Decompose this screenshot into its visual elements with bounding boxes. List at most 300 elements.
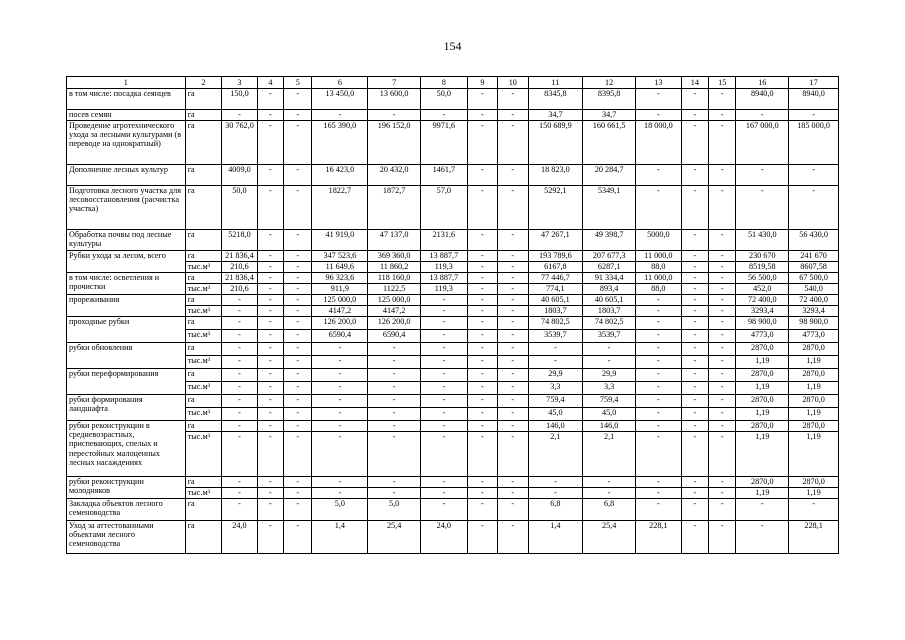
value-cell: 3,3 bbox=[583, 382, 636, 395]
value-cell: - bbox=[709, 343, 736, 356]
value-cell: - bbox=[636, 408, 682, 421]
table-row bbox=[67, 499, 839, 521]
value-cell: - bbox=[284, 262, 312, 273]
value-cell: - bbox=[284, 317, 312, 330]
value-cell: 1122,5 bbox=[368, 284, 421, 295]
unit-cell: тыс.м³ bbox=[185, 432, 222, 477]
value-cell: - bbox=[257, 110, 283, 121]
value-cell: - bbox=[222, 382, 258, 395]
value-cell: - bbox=[498, 395, 528, 408]
value-cell: 50,0 bbox=[421, 89, 468, 110]
value-cell: 49 398,7 bbox=[583, 230, 636, 251]
value-cell: 1822,7 bbox=[312, 186, 368, 230]
table-row bbox=[67, 121, 839, 165]
value-cell: - bbox=[709, 284, 736, 295]
value-cell: - bbox=[681, 369, 708, 382]
value-cell: - bbox=[284, 284, 312, 295]
value-cell: - bbox=[284, 382, 312, 395]
column-number-header: 11 bbox=[528, 77, 583, 89]
value-cell: 540,0 bbox=[789, 284, 839, 295]
value-cell: - bbox=[257, 382, 283, 395]
value-cell: 45,0 bbox=[583, 408, 636, 421]
value-cell: 193 789,6 bbox=[528, 251, 583, 262]
value-cell: - bbox=[498, 421, 528, 432]
value-cell: 146,0 bbox=[583, 421, 636, 432]
value-cell: - bbox=[709, 230, 736, 251]
value-cell: - bbox=[681, 186, 708, 230]
value-cell: 72 400,0 bbox=[736, 295, 789, 306]
value-cell: - bbox=[467, 408, 497, 421]
value-cell: 1,19 bbox=[736, 432, 789, 477]
value-cell: 228,1 bbox=[636, 521, 682, 554]
value-cell: - bbox=[312, 408, 368, 421]
value-cell: 759,4 bbox=[528, 395, 583, 408]
value-cell: - bbox=[284, 165, 312, 186]
table-row bbox=[67, 89, 839, 110]
unit-cell: тыс.м³ bbox=[185, 330, 222, 343]
value-cell: - bbox=[284, 488, 312, 499]
column-number-header: 10 bbox=[498, 77, 528, 89]
value-cell: - bbox=[709, 262, 736, 273]
value-cell: - bbox=[709, 186, 736, 230]
value-cell: - bbox=[681, 356, 708, 369]
value-cell: 2,1 bbox=[528, 432, 583, 477]
value-cell: - bbox=[498, 186, 528, 230]
value-cell: - bbox=[284, 251, 312, 262]
value-cell: 1,4 bbox=[528, 521, 583, 554]
value-cell: - bbox=[421, 306, 468, 317]
row-label: Проведение агротехнического ухода за лесными культурами (в переводе на однократный) bbox=[67, 121, 186, 165]
value-cell: 98 900,0 bbox=[789, 317, 839, 330]
value-cell: - bbox=[257, 186, 283, 230]
value-cell: - bbox=[368, 356, 421, 369]
value-cell: 452,0 bbox=[736, 284, 789, 295]
value-cell: - bbox=[498, 521, 528, 554]
value-cell: - bbox=[312, 369, 368, 382]
value-cell: 30 762,0 bbox=[222, 121, 258, 165]
value-cell: - bbox=[257, 421, 283, 432]
value-cell: - bbox=[257, 317, 283, 330]
column-number-header: 14 bbox=[681, 77, 708, 89]
value-cell: 207 677,3 bbox=[583, 251, 636, 262]
value-cell: 91 334,4 bbox=[583, 273, 636, 284]
value-cell: 5292,1 bbox=[528, 186, 583, 230]
row-label: рубки реконструкции молодняков bbox=[67, 477, 186, 499]
value-cell: - bbox=[681, 317, 708, 330]
value-cell: 40 605,1 bbox=[583, 295, 636, 306]
value-cell: 11 649,6 bbox=[312, 262, 368, 273]
value-cell: - bbox=[736, 165, 789, 186]
value-cell: 160 661,5 bbox=[583, 121, 636, 165]
value-cell: - bbox=[709, 121, 736, 165]
value-cell: - bbox=[681, 499, 708, 521]
value-cell: - bbox=[467, 306, 497, 317]
value-cell: 13 887,7 bbox=[421, 251, 468, 262]
value-cell: - bbox=[709, 356, 736, 369]
value-cell: - bbox=[498, 382, 528, 395]
value-cell: 16 423,0 bbox=[312, 165, 368, 186]
value-cell: - bbox=[498, 121, 528, 165]
value-cell: 41 919,0 bbox=[312, 230, 368, 251]
value-cell: - bbox=[222, 408, 258, 421]
value-cell: - bbox=[636, 477, 682, 488]
value-cell: - bbox=[636, 306, 682, 317]
value-cell: 1,19 bbox=[789, 382, 839, 395]
value-cell: - bbox=[467, 165, 497, 186]
value-cell: 119,3 bbox=[421, 262, 468, 273]
value-cell: - bbox=[368, 421, 421, 432]
value-cell: 893,4 bbox=[583, 284, 636, 295]
value-cell: - bbox=[421, 395, 468, 408]
value-cell: - bbox=[636, 356, 682, 369]
value-cell: - bbox=[681, 306, 708, 317]
value-cell: - bbox=[498, 165, 528, 186]
value-cell: 3293,4 bbox=[789, 306, 839, 317]
value-cell: 230 670 bbox=[736, 251, 789, 262]
column-number-header: 15 bbox=[709, 77, 736, 89]
value-cell: - bbox=[709, 432, 736, 477]
value-cell: - bbox=[312, 477, 368, 488]
value-cell: 165 390,0 bbox=[312, 121, 368, 165]
value-cell: - bbox=[284, 343, 312, 356]
value-cell: - bbox=[421, 382, 468, 395]
value-cell: 18 823,0 bbox=[528, 165, 583, 186]
value-cell: 210,6 bbox=[222, 262, 258, 273]
value-cell: - bbox=[368, 110, 421, 121]
unit-cell: тыс.м³ bbox=[185, 382, 222, 395]
value-cell: - bbox=[312, 432, 368, 477]
value-cell: - bbox=[312, 356, 368, 369]
value-cell: - bbox=[421, 317, 468, 330]
value-cell: - bbox=[257, 273, 283, 284]
value-cell: - bbox=[222, 395, 258, 408]
value-cell: - bbox=[498, 369, 528, 382]
row-label: рубки реконструкции в средневозрастных, приспевающих, спелых и перестойных малоценных лесных насаждениях bbox=[67, 421, 186, 477]
value-cell: 47 267,1 bbox=[528, 230, 583, 251]
value-cell: 25,4 bbox=[583, 521, 636, 554]
value-cell: - bbox=[284, 121, 312, 165]
value-cell: 1,19 bbox=[736, 356, 789, 369]
value-cell: - bbox=[222, 356, 258, 369]
value-cell: 5,0 bbox=[368, 499, 421, 521]
value-cell: 2,1 bbox=[583, 432, 636, 477]
column-number-header: 8 bbox=[421, 77, 468, 89]
value-cell: - bbox=[222, 343, 258, 356]
table-row bbox=[67, 343, 839, 356]
column-number-header: 2 bbox=[185, 77, 222, 89]
value-cell: 25,4 bbox=[368, 521, 421, 554]
value-cell: - bbox=[636, 432, 682, 477]
value-cell: - bbox=[681, 488, 708, 499]
column-number-row bbox=[67, 77, 839, 89]
value-cell: 6,8 bbox=[583, 499, 636, 521]
unit-cell: тыс.м³ bbox=[185, 488, 222, 499]
value-cell: 347 523,6 bbox=[312, 251, 368, 262]
unit-cell: га bbox=[185, 295, 222, 306]
value-cell: - bbox=[636, 421, 682, 432]
table-row bbox=[67, 186, 839, 230]
value-cell: - bbox=[709, 330, 736, 343]
value-cell: 98 900,0 bbox=[736, 317, 789, 330]
value-cell: 8395,8 bbox=[583, 89, 636, 110]
value-cell: - bbox=[636, 488, 682, 499]
value-cell: - bbox=[498, 306, 528, 317]
value-cell: 1,19 bbox=[789, 408, 839, 421]
value-cell: - bbox=[467, 488, 497, 499]
value-cell: - bbox=[222, 110, 258, 121]
value-cell: 2870,0 bbox=[789, 343, 839, 356]
value-cell: 2870,0 bbox=[736, 369, 789, 382]
value-cell: 88,0 bbox=[636, 284, 682, 295]
column-number-header: 4 bbox=[257, 77, 283, 89]
value-cell: - bbox=[222, 499, 258, 521]
value-cell: - bbox=[222, 369, 258, 382]
row-label: проходные рубки bbox=[67, 317, 186, 343]
value-cell: - bbox=[709, 369, 736, 382]
value-cell: - bbox=[421, 432, 468, 477]
value-cell: - bbox=[681, 395, 708, 408]
value-cell: 2870,0 bbox=[789, 395, 839, 408]
value-cell: - bbox=[284, 89, 312, 110]
value-cell: 150 689,9 bbox=[528, 121, 583, 165]
unit-cell: тыс.м³ bbox=[185, 262, 222, 273]
table-header-row-group bbox=[67, 77, 839, 89]
value-cell: 13 887,7 bbox=[421, 273, 468, 284]
value-cell: 185 000,0 bbox=[789, 121, 839, 165]
column-number-header: 7 bbox=[368, 77, 421, 89]
value-cell: 2870,0 bbox=[736, 421, 789, 432]
unit-cell: га bbox=[185, 317, 222, 330]
value-cell: - bbox=[467, 284, 497, 295]
value-cell: - bbox=[709, 273, 736, 284]
value-cell: 56 500,0 bbox=[736, 273, 789, 284]
value-cell: 74 802,5 bbox=[528, 317, 583, 330]
value-cell: 3,3 bbox=[528, 382, 583, 395]
row-label: Рубки ухода за лесом, всего bbox=[67, 251, 186, 273]
value-cell: - bbox=[709, 477, 736, 488]
value-cell: - bbox=[467, 343, 497, 356]
value-cell: - bbox=[709, 382, 736, 395]
value-cell: 4147,2 bbox=[368, 306, 421, 317]
value-cell: 45,0 bbox=[528, 408, 583, 421]
value-cell: - bbox=[498, 317, 528, 330]
value-cell: 241 670 bbox=[789, 251, 839, 262]
value-cell: - bbox=[257, 343, 283, 356]
value-cell: - bbox=[528, 356, 583, 369]
value-cell: - bbox=[467, 317, 497, 330]
value-cell: 24,0 bbox=[222, 521, 258, 554]
value-cell: - bbox=[736, 521, 789, 554]
value-cell: - bbox=[421, 408, 468, 421]
value-cell: - bbox=[467, 499, 497, 521]
value-cell: - bbox=[222, 421, 258, 432]
unit-cell: га bbox=[185, 369, 222, 382]
value-cell: - bbox=[284, 521, 312, 554]
value-cell: - bbox=[528, 343, 583, 356]
value-cell: - bbox=[636, 295, 682, 306]
value-cell: 8940,0 bbox=[789, 89, 839, 110]
value-cell: - bbox=[257, 488, 283, 499]
value-cell: - bbox=[498, 262, 528, 273]
value-cell: - bbox=[681, 477, 708, 488]
value-cell: 96 323,6 bbox=[312, 273, 368, 284]
value-cell: 72 400,0 bbox=[789, 295, 839, 306]
value-cell: 2131,6 bbox=[421, 230, 468, 251]
value-cell: - bbox=[284, 369, 312, 382]
value-cell: 4773,0 bbox=[789, 330, 839, 343]
value-cell: - bbox=[312, 488, 368, 499]
unit-cell: га bbox=[185, 499, 222, 521]
value-cell: - bbox=[498, 343, 528, 356]
value-cell: 47 137,0 bbox=[368, 230, 421, 251]
value-cell: - bbox=[312, 421, 368, 432]
value-cell: - bbox=[709, 295, 736, 306]
value-cell: - bbox=[257, 369, 283, 382]
value-cell: - bbox=[222, 295, 258, 306]
value-cell: 13 450,0 bbox=[312, 89, 368, 110]
row-label: в том числе: посадка сеянцев bbox=[67, 89, 186, 110]
value-cell: 228,1 bbox=[789, 521, 839, 554]
value-cell: 150,0 bbox=[222, 89, 258, 110]
value-cell: - bbox=[636, 499, 682, 521]
value-cell: 125 000,0 bbox=[312, 295, 368, 306]
value-cell: - bbox=[284, 356, 312, 369]
value-cell: - bbox=[709, 317, 736, 330]
value-cell: 125 000,0 bbox=[368, 295, 421, 306]
table-row bbox=[67, 273, 839, 284]
row-label: рубки переформирования bbox=[67, 369, 186, 395]
value-cell: - bbox=[467, 262, 497, 273]
value-cell: - bbox=[284, 273, 312, 284]
value-cell: - bbox=[284, 477, 312, 488]
row-label: рубки обновления bbox=[67, 343, 186, 369]
column-number-header: 3 bbox=[222, 77, 258, 89]
column-number-header: 17 bbox=[789, 77, 839, 89]
value-cell: - bbox=[636, 382, 682, 395]
value-cell: - bbox=[284, 110, 312, 121]
value-cell: 67 500,0 bbox=[789, 273, 839, 284]
value-cell: 126 200,0 bbox=[312, 317, 368, 330]
unit-cell: га bbox=[185, 186, 222, 230]
value-cell: - bbox=[222, 477, 258, 488]
value-cell: - bbox=[467, 186, 497, 230]
value-cell: - bbox=[421, 477, 468, 488]
value-cell: - bbox=[421, 369, 468, 382]
value-cell: - bbox=[368, 408, 421, 421]
value-cell: - bbox=[257, 165, 283, 186]
row-label: рубки формирования ландшафта bbox=[67, 395, 186, 421]
value-cell: 3539,7 bbox=[583, 330, 636, 343]
value-cell: 6590,4 bbox=[368, 330, 421, 343]
value-cell: 8607,58 bbox=[789, 262, 839, 273]
value-cell: 911,9 bbox=[312, 284, 368, 295]
value-cell: - bbox=[736, 499, 789, 521]
value-cell: - bbox=[709, 488, 736, 499]
value-cell: - bbox=[421, 356, 468, 369]
value-cell: 1872,7 bbox=[368, 186, 421, 230]
value-cell: 2870,0 bbox=[789, 477, 839, 488]
value-cell: 119,3 bbox=[421, 284, 468, 295]
table-row bbox=[67, 369, 839, 382]
value-cell: 759,4 bbox=[583, 395, 636, 408]
value-cell: 21 836,4 bbox=[222, 273, 258, 284]
value-cell: 9971,6 bbox=[421, 121, 468, 165]
value-cell: 1461,7 bbox=[421, 165, 468, 186]
value-cell: - bbox=[312, 343, 368, 356]
value-cell: - bbox=[583, 488, 636, 499]
value-cell: - bbox=[498, 251, 528, 262]
value-cell: 50,0 bbox=[222, 186, 258, 230]
value-cell: - bbox=[636, 317, 682, 330]
value-cell: - bbox=[284, 230, 312, 251]
value-cell: 1,19 bbox=[736, 408, 789, 421]
value-cell: 88,0 bbox=[636, 262, 682, 273]
value-cell: - bbox=[709, 408, 736, 421]
value-cell: 13 600,0 bbox=[368, 89, 421, 110]
value-cell: 5,0 bbox=[312, 499, 368, 521]
value-cell: - bbox=[498, 110, 528, 121]
unit-cell: га bbox=[185, 110, 222, 121]
value-cell: - bbox=[368, 477, 421, 488]
value-cell: 29,9 bbox=[528, 369, 583, 382]
table-body bbox=[67, 89, 839, 554]
value-cell: - bbox=[498, 89, 528, 110]
value-cell: - bbox=[467, 110, 497, 121]
table-row bbox=[67, 421, 839, 432]
value-cell: - bbox=[528, 477, 583, 488]
value-cell: - bbox=[284, 395, 312, 408]
value-cell: - bbox=[681, 408, 708, 421]
value-cell: - bbox=[583, 477, 636, 488]
value-cell: - bbox=[681, 230, 708, 251]
value-cell: 2870,0 bbox=[736, 343, 789, 356]
value-cell: - bbox=[583, 356, 636, 369]
value-cell: - bbox=[257, 251, 283, 262]
value-cell: - bbox=[467, 421, 497, 432]
value-cell: - bbox=[709, 110, 736, 121]
value-cell: - bbox=[467, 295, 497, 306]
value-cell: 29,9 bbox=[583, 369, 636, 382]
value-cell: - bbox=[284, 295, 312, 306]
unit-cell: тыс.м³ bbox=[185, 284, 222, 295]
forestry-table bbox=[66, 76, 839, 554]
value-cell: - bbox=[498, 432, 528, 477]
value-cell: 4773,0 bbox=[736, 330, 789, 343]
value-cell: - bbox=[681, 521, 708, 554]
value-cell: - bbox=[681, 251, 708, 262]
row-label: в том числе: осветления и прочистки bbox=[67, 273, 186, 295]
unit-cell: га bbox=[185, 121, 222, 165]
value-cell: 11 000,0 bbox=[636, 273, 682, 284]
value-cell: - bbox=[467, 477, 497, 488]
value-cell: 1,19 bbox=[789, 432, 839, 477]
value-cell: 196 152,0 bbox=[368, 121, 421, 165]
value-cell: - bbox=[498, 284, 528, 295]
value-cell: - bbox=[421, 488, 468, 499]
value-cell: - bbox=[498, 230, 528, 251]
value-cell: - bbox=[636, 369, 682, 382]
value-cell: - bbox=[421, 421, 468, 432]
value-cell: - bbox=[467, 89, 497, 110]
value-cell: - bbox=[709, 499, 736, 521]
value-cell: - bbox=[368, 488, 421, 499]
value-cell: - bbox=[467, 230, 497, 251]
value-cell: 6167,8 bbox=[528, 262, 583, 273]
value-cell: - bbox=[368, 343, 421, 356]
value-cell: - bbox=[583, 343, 636, 356]
value-cell: 6590,4 bbox=[312, 330, 368, 343]
unit-cell: тыс.м³ bbox=[185, 408, 222, 421]
